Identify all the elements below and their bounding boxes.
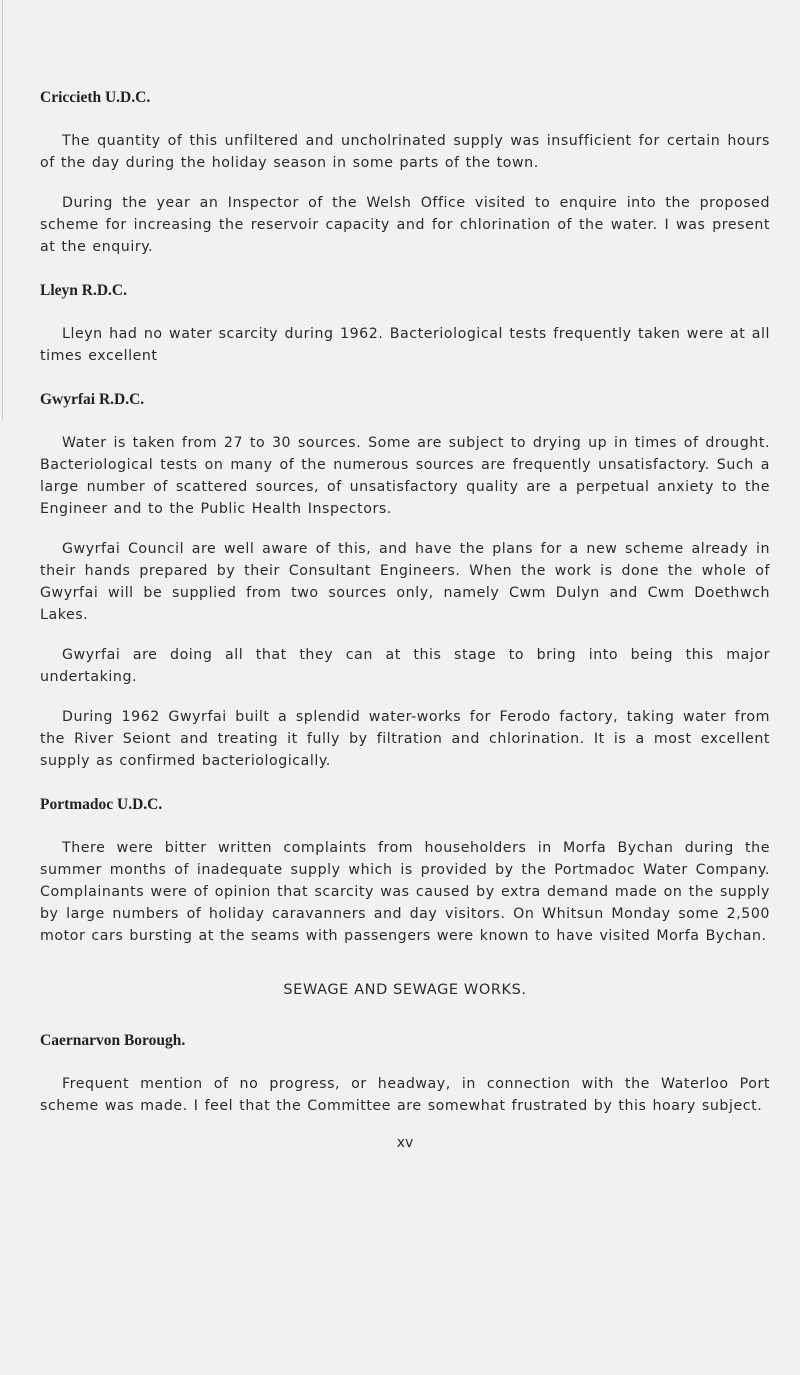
- paragraph: The quantity of this unfiltered and uncholrinated supply was insufficient for certain hours of the day during the holiday season in some parts of the town.: [40, 133, 770, 171]
- paragraph: Frequent mention of no progress, or headway, in connection with the Waterloo Port scheme was made. I feel that the Committee are somewhat frustrated by this hoary subject.: [40, 1076, 770, 1114]
- sewage-section-heading: SEWAGE AND SEWAGE WORKS.: [283, 982, 527, 998]
- paragraph: There were bitter written complaints from householders in Morfa Bychan during the summer months of inadequate supply which is provided by the Portmadoc Water Company. Complainants were of opinion that scarcity was caused by extra demand made on the supply by large numbers of holiday caravanners and day visitors. On Whitsun Monday some 2,500 motor cars bursting at the seams with passengers were known to have visited Morfa Bychan.: [40, 840, 770, 944]
- paragraph: During the year an Inspector of the Welsh Office visited to enquire into the proposed scheme for increasing the reservoir capacity and for chlorination of the water. I was present at the enquiry.: [40, 195, 770, 255]
- paragraph: Gwyrfai Council are well aware of this, and have the plans for a new scheme already in their hands prepared by their Consultant Engineers. When the work is done the whole of Gwyrfai will be supplied from two sources only, namely Cwm Dulyn and Cwm Doethwch Lakes.: [40, 541, 770, 623]
- paragraph: During 1962 Gwyrfai built a splendid water-works for Ferodo factory, taking water from the River Seiont and treating it fully by filtration and chlorination. It is a most excellent supply as confirmed bacteriologically.: [40, 709, 770, 769]
- paragraph: Lleyn had no water scarcity during 1962. Bacteriological tests frequently taken were at all times excellent: [40, 326, 770, 364]
- page-edge-line: [2, 0, 3, 420]
- section-heading-portmadoc: Portmadoc U.D.C.: [40, 796, 163, 813]
- section-heading-gwyrfai: Gwyrfai R.D.C.: [40, 391, 145, 408]
- section-heading-caernarvon: Caernarvon Borough.: [40, 1032, 186, 1049]
- page-number: xv: [396, 1135, 414, 1151]
- paragraph: Water is taken from 27 to 30 sources. Some are subject to drying up in times of drought. Bacteriological tests on many of the numerous sources are frequently unsatisfactory. Such a large number of scattered sources, of unsatisfactory quality are a perpetual anxiety to the Engineer and to the Public Health Inspectors.: [40, 435, 770, 517]
- paragraph: Gwyrfai are doing all that they can at this stage to bring into being this major undertaking.: [40, 647, 770, 685]
- section-heading-criccieth: Criccieth U.D.C.: [40, 89, 151, 106]
- document-page: [40, 89, 770, 1151]
- section-heading-lleyn: Lleyn R.D.C.: [40, 282, 127, 299]
